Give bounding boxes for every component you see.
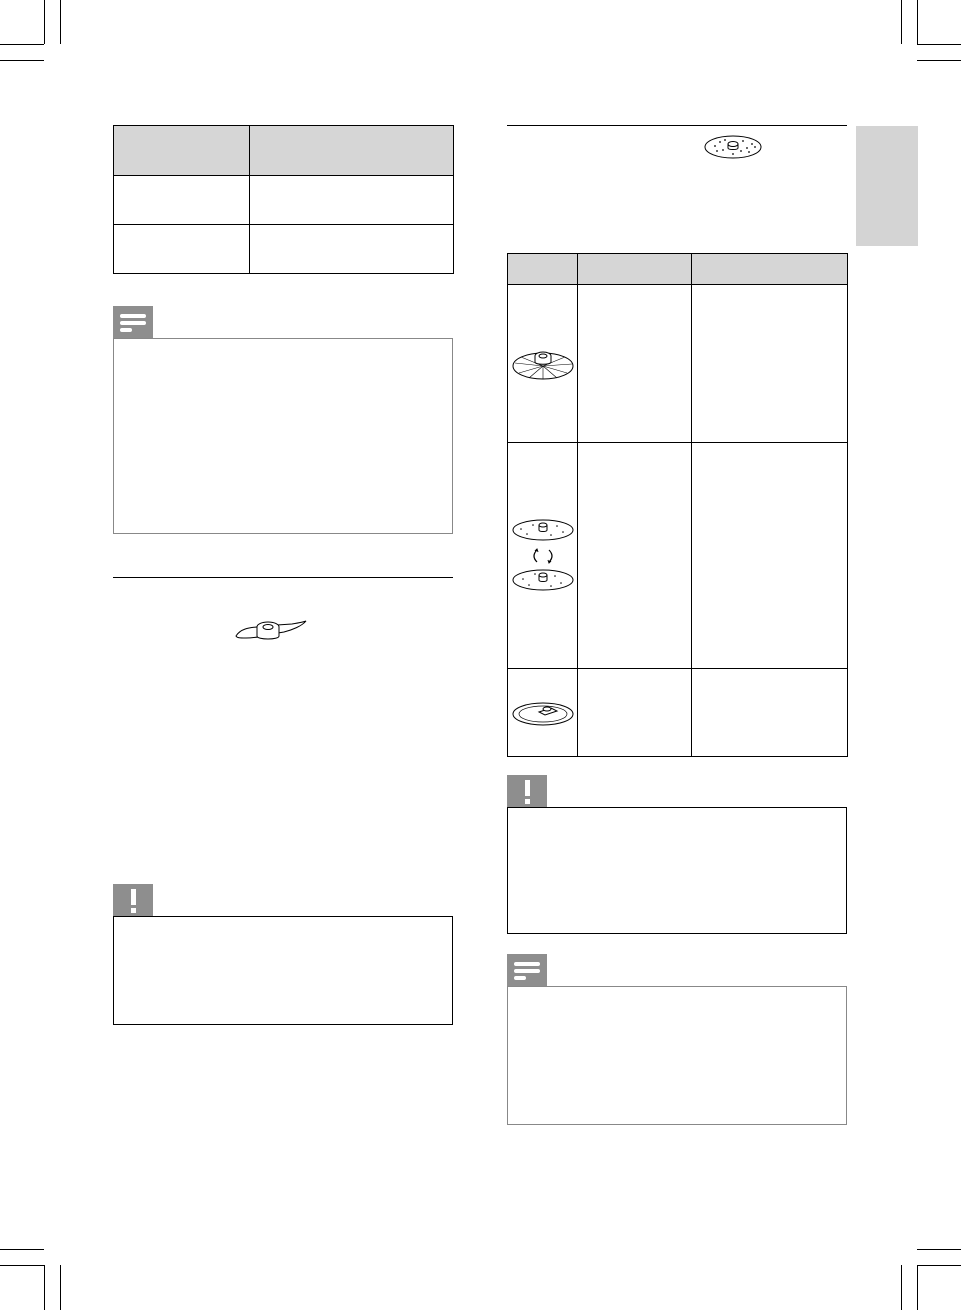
emulsifying-disc-icon bbox=[511, 698, 575, 728]
note-icon bbox=[507, 954, 547, 987]
grating-disc-icon bbox=[703, 132, 763, 160]
table-cell bbox=[250, 225, 454, 274]
note-icon bbox=[113, 306, 153, 339]
table-header-cell bbox=[578, 254, 692, 285]
table-header-cell bbox=[508, 254, 578, 285]
table-cell bbox=[692, 669, 848, 757]
right-table bbox=[507, 253, 848, 757]
table-header-cell bbox=[692, 254, 848, 285]
table-cell bbox=[114, 176, 250, 225]
table-cell bbox=[578, 443, 692, 669]
language-tab bbox=[856, 126, 918, 246]
table-cell bbox=[692, 285, 848, 443]
left-table bbox=[113, 125, 454, 274]
table-header-cell bbox=[250, 126, 454, 176]
table-cell bbox=[578, 669, 692, 757]
section-rule bbox=[507, 125, 847, 126]
table-header-cell bbox=[114, 126, 250, 176]
reversible-shredding-disc-icon bbox=[511, 516, 575, 596]
section-rule bbox=[113, 577, 453, 578]
table-cell bbox=[508, 669, 578, 757]
table-cell bbox=[250, 176, 454, 225]
caution-icon bbox=[113, 884, 153, 917]
table-cell bbox=[508, 443, 578, 669]
table-cell bbox=[692, 443, 848, 669]
table-cell bbox=[114, 225, 250, 274]
table-cell bbox=[578, 285, 692, 443]
caution-icon bbox=[507, 775, 547, 808]
slicing-disc-icon bbox=[511, 346, 575, 382]
kneading-blade-icon bbox=[232, 616, 308, 646]
table-cell bbox=[508, 285, 578, 443]
